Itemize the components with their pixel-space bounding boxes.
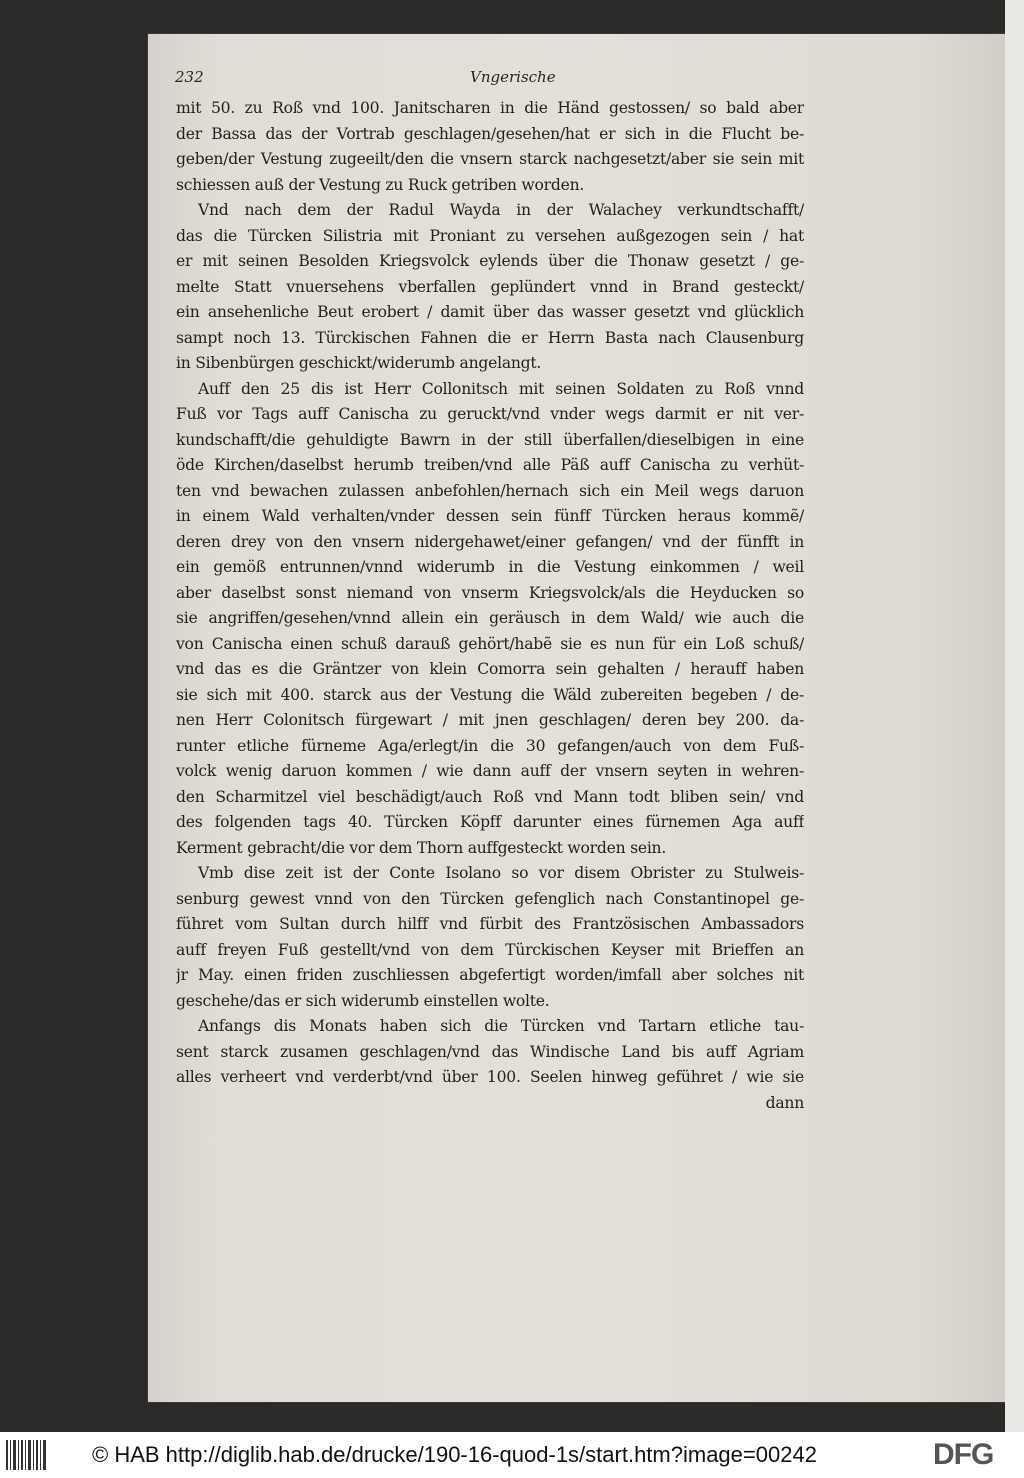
- text-line: auff freyen Fuß gestellt/vnd von dem Türckischen Keyser mit Brieffen an: [176, 940, 804, 959]
- text-line: des folgenden tags 40. Türcken Köpff darunter eines fürnemen Aga auff: [176, 813, 804, 831]
- text-line: in Sibenbürgen geschickt/widerumb angelangt.: [176, 354, 542, 372]
- text-line: Vmb dise zeit ist der Conte Isolano so vor disem Obrister zu Stulweis-: [198, 864, 804, 882]
- text-line: führet vom Sultan durch hilff vnd fürbit des Frantzösischen Ambassadors: [176, 915, 804, 933]
- copyright-link[interactable]: © HAB http://diglib.hab.de/drucke/190-16-quod-1s/start.htm?image=00242: [92, 1442, 817, 1467]
- text-line: öde Kirchen/daselbst herumb treiben/vnd alle Päß auff Canischa zu verhüt-: [176, 456, 804, 474]
- text-line: den Scharmitzel viel beschädigt/auch Roß vnd Mann todt bliben sein/ vnd: [176, 787, 804, 806]
- text-line: sie angriffen/gesehen/vnnd allein ein geräusch in dem Wald/ wie auch die: [176, 609, 804, 627]
- text-line: sent starck zusamen geschlagen/vnd das Windische Land bis auff Agriam: [176, 1042, 804, 1061]
- text-line: Fuß vor Tags auff Canischa zu geruckt/vnd vnder wegs darmit er nit ver-: [176, 405, 804, 423]
- running-head: Vngerische: [470, 68, 556, 86]
- page-header: [175, 68, 815, 92]
- text-line: der Bassa das der Vortrab geschlagen/gesehen/hat er sich in die Flucht be-: [176, 124, 804, 143]
- barcode-icon: [6, 1440, 46, 1470]
- text-line: kundschafft/die gehuldigte Bawrn in der still überfallen/dieselbigen in eine: [176, 430, 804, 449]
- text-line: jr May. einen friden zuschliessen abgefertigt worden/imfall aber solches nit: [176, 966, 804, 984]
- text-line: schiessen auß der Vestung zu Ruck getriben worden.: [176, 175, 585, 194]
- text-line: ein gemöß entrunnen/vnnd widerumb in die Vestung einkommen / weil: [176, 558, 804, 576]
- text-line: mit 50. zu Roß vnd 100. Janitscharen in die Händ gestossen/ so bald aber: [176, 99, 804, 117]
- text-line: sampt noch 13. Türckischen Fahnen die er Herrn Basta nach Clausenburg: [176, 328, 804, 347]
- catchword: dann: [765, 1093, 804, 1112]
- page-number: 232: [175, 68, 204, 86]
- text-line: aber daselbst sonst niemand von vnserm Kriegsvolck/als die Heyducken so: [176, 583, 804, 602]
- text-line: vnd das es die Gräntzer von klein Comorra sein gehalten / herauff haben: [176, 660, 804, 678]
- text-line: nen Herr Colonitsch fürgewart / mit jnen geschlagen/ deren bey 200. da-: [176, 711, 804, 729]
- text-line: geschehe/das er sich widerumb einstellen wolte.: [176, 991, 550, 1010]
- text-line: Vnd nach dem der Radul Wayda in der Walachey verkundtschafft/: [198, 201, 804, 219]
- text-line: melte Statt vnuersehens vberfallen geplündert vnnd in Brand gesteckt/: [176, 277, 804, 296]
- body-text: [176, 96, 804, 1116]
- text-line: sie sich mit 400. starck aus der Vestung die Wäld zubereiten begeben / de-: [176, 685, 804, 704]
- footer-bar: [0, 1432, 1024, 1478]
- text-line: senburg gewest vnnd von den Türcken gefenglich nach Constantinopel ge-: [176, 889, 804, 908]
- text-line: Kerment gebracht/die vor dem Thorn auffgesteckt worden sein.: [176, 838, 667, 857]
- text-line: Anfangs dis Monats haben sich die Türcken vnd Tartarn etliche tau-: [198, 1017, 804, 1035]
- text-line: deren drey von den vnsern nidergehawet/einer gefangen/ vnd der fünfft in: [176, 532, 804, 551]
- text-line: geben/der Vestung zugeeilt/den die vnsern starck nachgesetzt/aber sie sein mit: [176, 150, 804, 168]
- text-line: Auff den 25 dis ist Herr Collonitsch mit seinen Soldaten zu Roß vnnd: [198, 379, 804, 398]
- text-line: das die Türcken Silistria mit Proniant zu versehen außgezogen sein / hat: [176, 226, 804, 245]
- text-line: volck wenig daruon kommen / wie dann auff der vnsern seyten in wehren-: [176, 762, 804, 780]
- text-line: er mit seinen Besolden Kriegsvolck eylends über die Thonaw gesetzt / ge-: [176, 252, 804, 270]
- text-line: ten vnd bewachen zulassen anbefohlen/hernach sich ein Meil wegs daruon: [176, 481, 804, 500]
- text-line: von Canischa einen schuß darauß gehört/habẽ sie es nun für ein Loß schuß/: [176, 634, 804, 653]
- dfg-logo: DFG: [933, 1438, 994, 1471]
- scan-edge-strip: [1005, 0, 1024, 1432]
- text-line: runter etliche fürneme Aga/erlegt/in die 30 gefangen/auch von dem Fuß-: [176, 736, 804, 755]
- text-line: alles verheert vnd verderbt/vnd über 100. Seelen hinweg geführet / wie sie: [176, 1068, 804, 1086]
- text-line: in einem Wald verhalten/vnder dessen sein fünff Türcken heraus kommẽ/: [176, 507, 804, 525]
- text-line: ein ansehenliche Beut erobert / damit über das wasser gesetzt vnd glücklich: [176, 303, 804, 321]
